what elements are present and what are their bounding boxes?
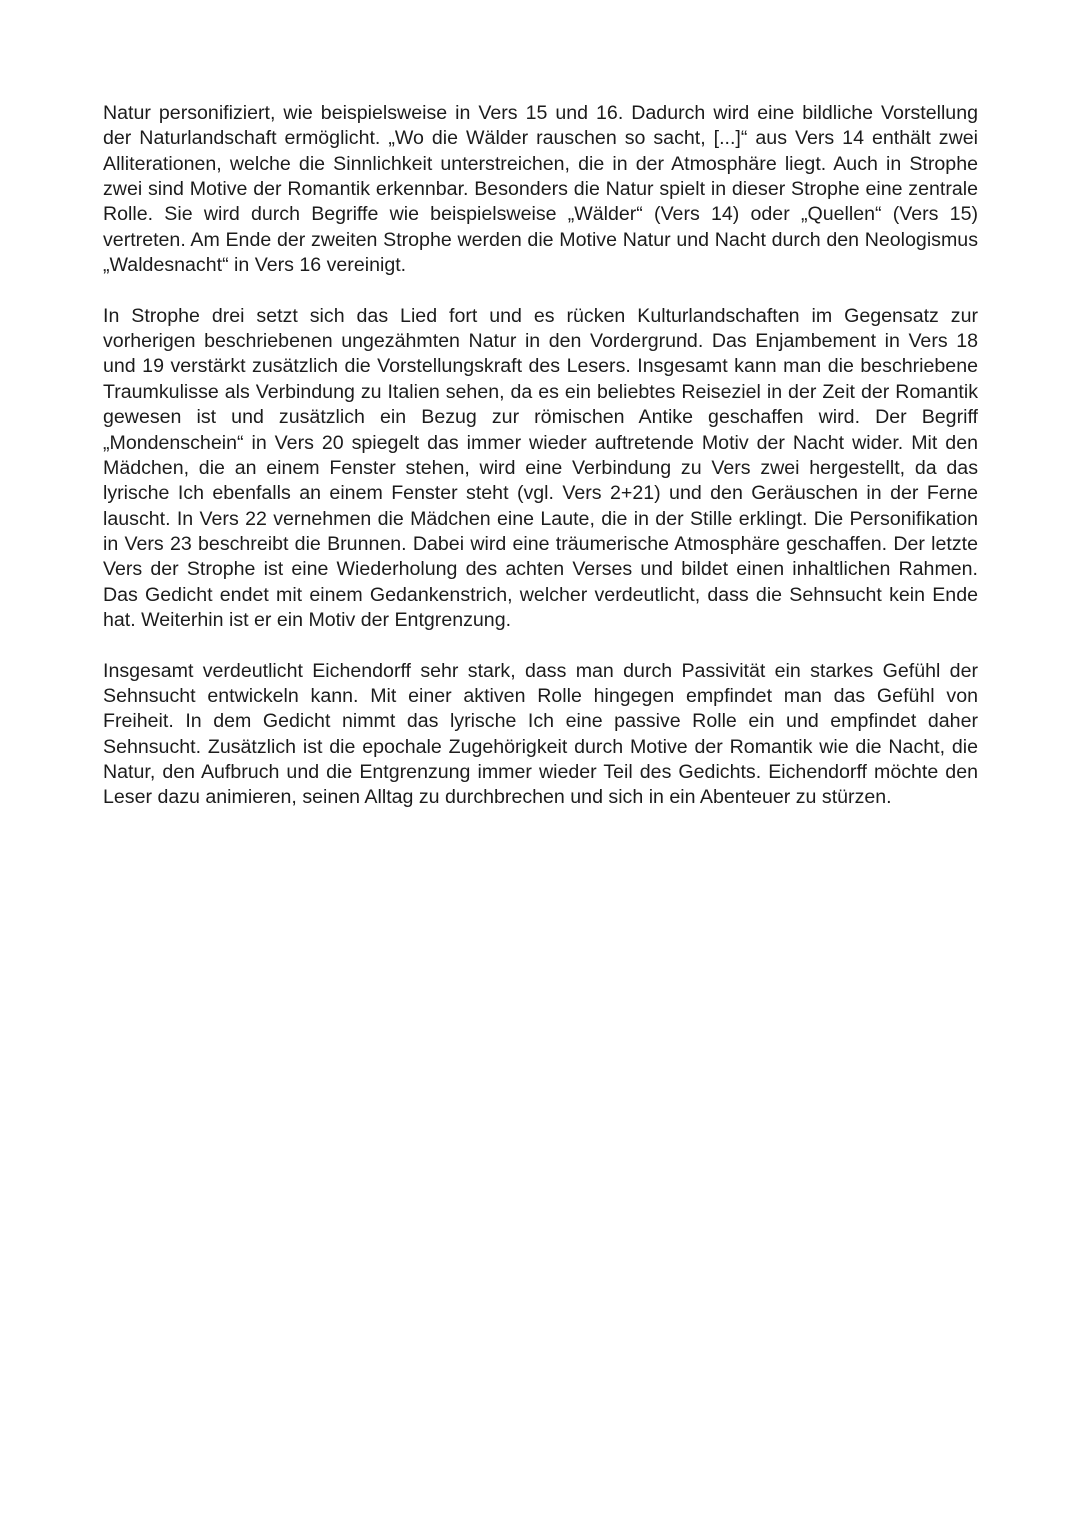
paragraph-fazit: Insgesamt verdeutlicht Eichendorff sehr stark, dass man durch Passivität ein starkes Gefühl der Sehnsucht entwickeln kann. Mit einer aktiven Rolle hingegen empfindet man das Gefühl von Freiheit. In dem Gedicht nimmt das lyrische Ich eine passive Rolle ein und empfindet daher Sehnsucht. Zusätzlich ist die epochale Zugehörigkeit durch Motive der Romantik wie die Nacht, die Natur, den Aufbruch und die Entgrenzung immer wieder Teil des Gedichts. Eichendorff möchte den Leser dazu animieren, seinen Alltag zu durchbrechen und sich in ein Abenteuer zu stürzen. <box>103 659 978 809</box>
paragraph-strophe-drei: In Strophe drei setzt sich das Lied fort und es rücken Kulturlandschaften im Gegensatz zur vorherigen beschriebenen ungezähmten Natur in den Vordergrund. Das Enjambement in Vers 18 und 19 verstärkt zusätzlich die Vorstellungskraft des Lesers. Insgesamt kann man die beschriebene Traumkulisse als Verbindung zu Italien sehen, da es ein beliebtes Reiseziel in der Zeit der Romantik gewesen ist und zusätzlich ein Bezug zur römischen Antike geschaffen wird. Der Begriff „Mondenschein“ in Vers 20 spiegelt das immer wieder auftretende Motiv der Nacht wider. Mit den Mädchen, die an einem Fenster stehen, wird eine Verbindung zu Vers zwei hergestellt, da das lyrische Ich ebenfalls an einem Fenster steht (vgl. Vers 2+21) und den Geräuschen in der Ferne lauscht. In Vers 22 vernehmen die Mädchen eine Laute, die in der Stille erklingt. Die Personifikation in Vers 23 beschreibt die Brunnen. Dabei wird eine träumerische Atmosphäre geschaffen. Der letzte Vers der Strophe ist eine Wiederholung des achten Verses und bildet einen inhaltlichen Rahmen. Das Gedicht endet mit einem Gedankenstrich, welcher verdeutlicht, dass die Sehnsucht kein Ende hat. Weiterhin ist er ein Motiv der Entgrenzung. <box>103 304 978 631</box>
paragraph-strophe-zwei: Natur personifiziert, wie beispielsweise in Vers 15 und 16. Dadurch wird eine bildliche Vorstellung der Naturlandschaft ermöglicht. „Wo die Wälder rauschen so sacht, [...]“ aus Vers 14 enthält zwei Alliterationen, welche die Sinnlichkeit unterstreichen, die in der Atmosphäre liegt. Auch in Strophe zwei sind Motive der Romantik erkennbar. Besonders die Natur spielt in dieser Strophe eine zentrale Rolle. Sie wird durch Begriffe wie beispielsweise „Wälder“ (Vers 14) oder „Quellen“ (Vers 15) vertreten. Am Ende der zweiten Strophe werden die Motive Natur und Nacht durch den Neologismus „Waldesnacht“ in Vers 16 vereinigt. <box>103 102 978 277</box>
document-body <box>103 101 978 811</box>
